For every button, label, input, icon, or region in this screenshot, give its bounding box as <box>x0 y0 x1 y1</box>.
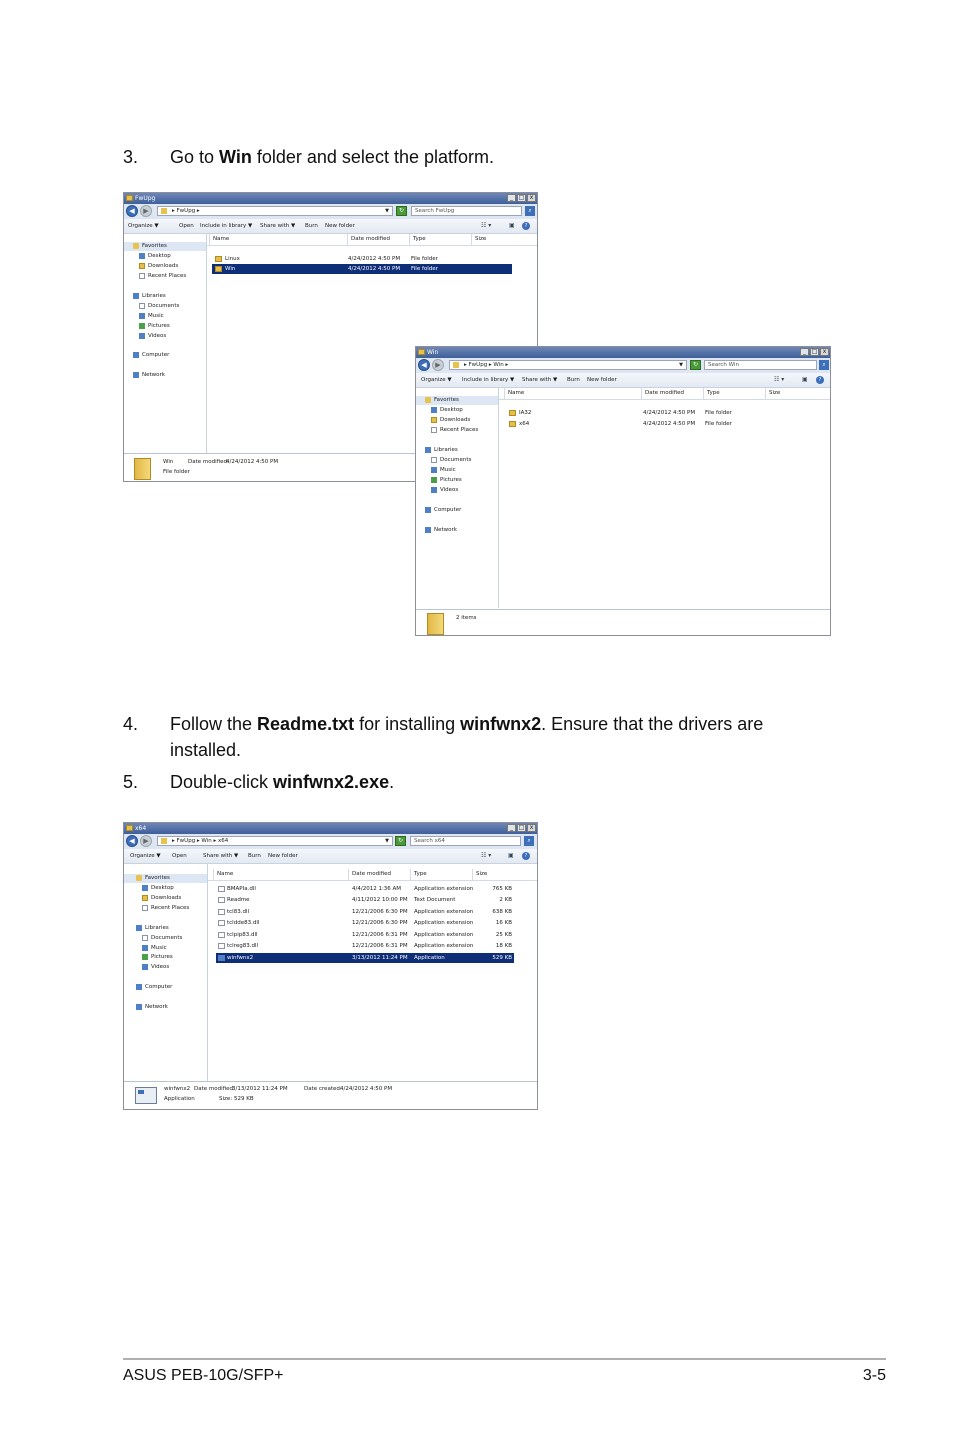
file-row[interactable]: tclreg83.dll 12/21/2006 6:31 PM Application extension 18 KB <box>216 941 514 951</box>
chevron-down-icon[interactable]: ▼ <box>679 362 683 368</box>
nav-favorites[interactable]: Favorites <box>124 242 206 251</box>
network-icon <box>133 372 139 378</box>
documents-icon <box>142 935 148 941</box>
desktop-icon <box>431 407 437 413</box>
nav-desktop[interactable]: Desktop <box>139 252 171 261</box>
application-icon <box>135 1087 157 1104</box>
videos-icon <box>142 964 148 970</box>
open-button[interactable]: Open <box>172 853 187 859</box>
documents-icon <box>431 457 437 463</box>
libraries-icon <box>136 925 142 931</box>
search-input[interactable]: Search FwUpg <box>411 206 522 216</box>
refresh-button[interactable]: ↻ <box>690 360 701 370</box>
folder-icon <box>126 195 133 201</box>
folder-icon <box>161 838 167 844</box>
nav-documents[interactable]: Documents <box>139 302 179 311</box>
column-name[interactable]: Name <box>504 388 640 399</box>
nav-music[interactable]: Music <box>431 466 456 475</box>
share-with-button[interactable]: Share with ▼ <box>203 853 239 859</box>
folder-icon <box>427 613 444 635</box>
column-date-modified[interactable]: Date modified <box>348 869 408 880</box>
videos-icon <box>431 487 437 493</box>
column-date-modified[interactable]: Date modified <box>347 234 407 245</box>
forward-button[interactable]: ▶ <box>140 205 152 217</box>
desktop-icon <box>139 253 145 259</box>
explorer-window-win <box>415 346 831 636</box>
new-folder-button[interactable]: New folder <box>268 853 298 859</box>
organize-button[interactable]: Organize ▼ <box>128 223 159 229</box>
libraries-icon <box>425 447 431 453</box>
nav-recent-places[interactable]: Recent Places <box>431 426 478 435</box>
nav-videos[interactable]: Videos <box>142 963 169 972</box>
title-bar <box>416 347 830 358</box>
forward-button[interactable]: ▶ <box>140 835 152 847</box>
folder-icon <box>134 458 151 480</box>
organize-button[interactable]: Organize ▼ <box>421 377 452 383</box>
navigation-pane <box>124 864 208 1082</box>
details-pane: 2 items <box>416 609 830 636</box>
step-text: Double-click winfwnx2.exe. <box>170 772 395 792</box>
title-bar <box>124 193 537 204</box>
step-text: Follow the Readme.txt for installing winfwnx2. Ensure that the drivers are installed. <box>170 714 764 760</box>
file-row[interactable]: tcldde83.dll 12/21/2006 6:30 PM Application extension 16 KB <box>216 918 514 928</box>
include-in-library-button[interactable]: Include in library ▼ <box>200 223 253 229</box>
folder-icon <box>509 421 516 427</box>
maximize-button[interactable]: □ <box>518 194 525 201</box>
command-bar <box>416 373 830 388</box>
nav-documents[interactable]: Documents <box>142 934 182 943</box>
dll-file-icon <box>218 886 225 892</box>
text-file-icon <box>218 897 225 903</box>
computer-icon <box>136 984 142 990</box>
pictures-icon <box>139 323 145 329</box>
pictures-icon <box>431 477 437 483</box>
folder-icon <box>509 410 516 416</box>
documents-icon <box>139 303 145 309</box>
folder-icon <box>215 256 222 262</box>
videos-icon <box>139 333 145 339</box>
pictures-icon <box>142 954 148 960</box>
nav-libraries[interactable]: Libraries <box>425 446 458 455</box>
recent-places-icon <box>142 905 148 911</box>
nav-recent-places[interactable]: Recent Places <box>139 272 186 281</box>
search-icon[interactable]: ⌕ <box>524 836 534 846</box>
desktop-icon <box>142 885 148 891</box>
file-row[interactable]: x64 4/24/2012 4:50 PM File folder <box>506 419 806 429</box>
view-options-icon[interactable]: ☷ ▾ <box>481 852 492 859</box>
footer-divider <box>123 1358 886 1360</box>
file-row[interactable]: tclpip83.dll 12/21/2006 6:31 PM Application extension 25 KB <box>216 930 514 940</box>
nav-libraries[interactable]: Libraries <box>136 924 169 933</box>
music-icon <box>431 467 437 473</box>
file-row[interactable]: Linux 4/24/2012 4:50 PM File folder <box>212 254 512 264</box>
column-size[interactable]: Size <box>472 869 514 880</box>
nav-pictures[interactable]: Pictures <box>139 322 170 331</box>
burn-button[interactable]: Burn <box>567 377 580 383</box>
nav-computer[interactable]: Computer <box>133 351 169 360</box>
new-folder-button[interactable]: New folder <box>325 223 355 229</box>
search-icon[interactable]: ⌕ <box>819 360 829 370</box>
computer-icon <box>425 507 431 513</box>
recent-places-icon <box>431 427 437 433</box>
nav-downloads[interactable]: Downloads <box>142 894 181 903</box>
star-icon <box>425 397 431 403</box>
close-button[interactable]: x <box>527 824 536 832</box>
refresh-button[interactable]: ↻ <box>396 206 407 216</box>
nav-downloads[interactable]: Downloads <box>431 416 470 425</box>
column-size[interactable]: Size <box>471 234 511 245</box>
nav-recent-places[interactable]: Recent Places <box>142 904 189 913</box>
column-headers <box>499 388 831 400</box>
nav-network[interactable]: Network <box>425 526 457 535</box>
burn-button[interactable]: Burn <box>248 853 261 859</box>
nav-desktop[interactable]: Desktop <box>142 884 174 893</box>
explorer-window-x64 <box>123 822 538 1110</box>
column-name[interactable]: Name <box>209 234 345 245</box>
nav-libraries[interactable]: Libraries <box>133 292 166 301</box>
nav-pictures[interactable]: Pictures <box>142 953 173 962</box>
back-button[interactable]: ◀ <box>418 359 430 371</box>
folder-icon <box>215 266 222 272</box>
nav-videos[interactable]: Videos <box>431 486 458 495</box>
nav-videos[interactable]: Videos <box>139 332 166 341</box>
nav-pictures[interactable]: Pictures <box>431 476 462 485</box>
star-icon <box>136 875 142 881</box>
network-icon <box>136 1004 142 1010</box>
nav-favorites[interactable]: Favorites <box>416 396 498 405</box>
nav-documents[interactable]: Documents <box>431 456 471 465</box>
downloads-icon <box>142 895 148 901</box>
recent-places-icon <box>139 273 145 279</box>
file-row[interactable]: tcl83.dll 12/21/2006 6:30 PM Application extension 638 KB <box>216 907 514 917</box>
nav-desktop[interactable]: Desktop <box>431 406 463 415</box>
maximize-button[interactable]: □ <box>811 348 818 355</box>
address-input[interactable]: ▸ FwUpg ▸ ▼ <box>157 206 393 216</box>
dll-file-icon <box>218 932 225 938</box>
window-title: x64 <box>135 825 147 832</box>
nav-downloads[interactable]: Downloads <box>139 262 178 271</box>
close-button[interactable]: x <box>820 348 829 356</box>
music-icon <box>139 313 145 319</box>
nav-favorites[interactable]: Favorites <box>124 874 207 883</box>
address-bar-row <box>124 834 537 849</box>
back-button[interactable]: ◀ <box>126 835 138 847</box>
file-row[interactable]: Readme 4/11/2012 10:00 PM Text Document 2 KB <box>216 895 514 905</box>
organize-button[interactable]: Organize ▼ <box>130 853 161 859</box>
back-button[interactable]: ◀ <box>126 205 138 217</box>
address-bar-row <box>416 358 830 373</box>
view-options-icon[interactable]: ☷ ▾ <box>774 376 785 383</box>
computer-icon <box>133 352 139 358</box>
new-folder-button[interactable]: New folder <box>587 377 617 383</box>
column-type[interactable]: Type <box>703 388 763 399</box>
search-icon[interactable]: ⌕ <box>525 206 535 216</box>
nav-music[interactable]: Music <box>139 312 164 321</box>
preview-pane-icon[interactable]: ▣ <box>802 376 808 383</box>
nav-network[interactable]: Network <box>136 1003 168 1012</box>
navigation-pane <box>416 388 499 608</box>
folder-icon <box>418 349 425 355</box>
folder-icon <box>161 208 167 214</box>
view-options-icon[interactable]: ☷ ▾ <box>481 222 492 229</box>
column-name[interactable]: Name <box>213 869 349 880</box>
file-row-selected[interactable]: winfwnx2 3/13/2012 11:24 PM Application 529 KB <box>216 953 514 963</box>
forward-button[interactable]: ▶ <box>432 359 444 371</box>
help-icon[interactable]: ? <box>816 376 824 384</box>
page-number: 3-5 <box>862 1367 886 1384</box>
details-pane: Win Date modified: 4/24/2012 4:50 PM File folder <box>124 453 537 482</box>
downloads-icon <box>139 263 145 269</box>
help-icon[interactable]: ? <box>522 222 530 230</box>
minimize-button[interactable]: _ <box>507 824 516 832</box>
column-headers <box>208 869 537 881</box>
file-row[interactable]: BMAPIa.dll 4/4/2012 1:36 AM Application extension 765 KB <box>216 884 514 894</box>
nav-music[interactable]: Music <box>142 944 167 953</box>
open-button[interactable]: Open <box>179 223 194 229</box>
share-with-button[interactable]: Share with ▼ <box>260 223 296 229</box>
star-icon <box>133 243 139 249</box>
window-title: Win <box>427 349 439 356</box>
dll-file-icon <box>218 909 225 915</box>
step-4 <box>123 711 843 763</box>
chevron-down-icon[interactable]: ▼ <box>385 208 389 214</box>
address-input[interactable]: ▸ FwUpg ▸ Win ▸ ▼ <box>449 360 687 370</box>
window-title: FwUpg <box>135 195 156 202</box>
column-date-modified[interactable]: Date modified <box>641 388 701 399</box>
share-with-button[interactable]: Share with ▼ <box>522 377 558 383</box>
folder-icon <box>126 825 133 831</box>
navigation-pane <box>124 234 207 454</box>
minimize-button[interactable]: _ <box>800 348 809 356</box>
search-input[interactable]: Search Win <box>704 360 817 370</box>
nav-computer[interactable]: Computer <box>425 506 461 515</box>
nav-network[interactable]: Network <box>133 371 165 380</box>
title-bar <box>124 823 537 834</box>
dll-file-icon <box>218 943 225 949</box>
details-pane: winfwnx2 Date modified: 3/13/2012 11:24 PM Date created: 4/24/2012 4:50 PM Application Size: 529 KB <box>124 1081 537 1110</box>
column-size[interactable]: Size <box>765 388 829 399</box>
help-icon[interactable]: ? <box>522 852 530 860</box>
preview-pane-icon[interactable]: ▣ <box>509 222 515 229</box>
preview-pane-icon[interactable]: ▣ <box>508 852 514 859</box>
dll-file-icon <box>218 920 225 926</box>
step-number: 3. <box>123 147 139 167</box>
command-bar <box>124 219 537 234</box>
column-type[interactable]: Type <box>409 234 469 245</box>
close-button[interactable]: x <box>527 194 536 202</box>
file-row-selected[interactable]: Win 4/24/2012 4:50 PM File folder <box>212 264 512 274</box>
music-icon <box>142 945 148 951</box>
file-row[interactable]: IA32 4/24/2012 4:50 PM File folder <box>506 408 806 418</box>
burn-button[interactable]: Burn <box>305 223 318 229</box>
application-icon <box>218 955 225 961</box>
search-input[interactable]: Search x64 <box>410 836 521 846</box>
include-in-library-button[interactable]: Include in library ▼ <box>462 377 515 383</box>
folder-icon <box>453 362 459 368</box>
step-number: 4. <box>123 714 139 734</box>
column-type[interactable]: Type <box>410 869 470 880</box>
address-bar-row <box>124 204 537 219</box>
minimize-button[interactable]: _ <box>507 194 516 202</box>
step-text: Go to Win folder and select the platform. <box>170 147 494 167</box>
chevron-down-icon[interactable]: ▼ <box>385 838 389 844</box>
column-headers <box>207 234 537 246</box>
maximize-button[interactable]: □ <box>518 824 525 831</box>
refresh-button[interactable]: ↻ <box>395 836 406 846</box>
address-input[interactable]: ▸ FwUpg ▸ Win ▸ x64 ▼ <box>157 836 393 846</box>
downloads-icon <box>431 417 437 423</box>
libraries-icon <box>133 293 139 299</box>
nav-computer[interactable]: Computer <box>136 983 172 992</box>
network-icon <box>425 527 431 533</box>
command-bar <box>124 849 537 864</box>
step-number: 5. <box>123 772 139 792</box>
footer-product-name: ASUS PEB-10G/SFP+ <box>123 1367 284 1384</box>
